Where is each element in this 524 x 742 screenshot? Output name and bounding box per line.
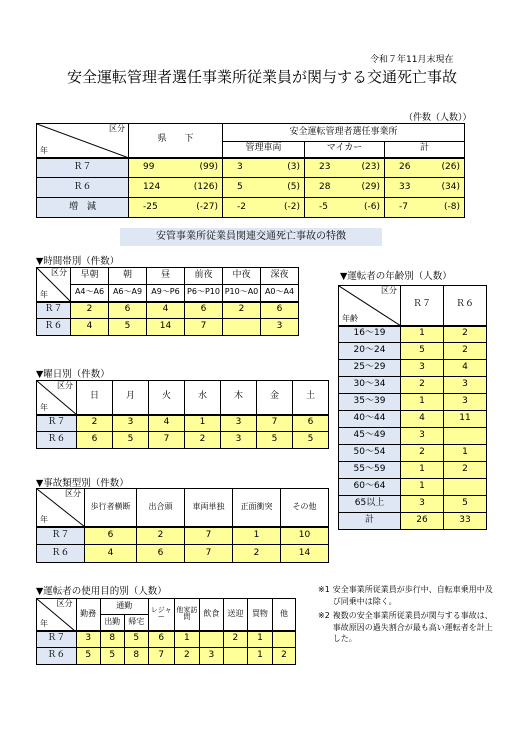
cell-value: 2	[401, 377, 444, 394]
col-header: 前夜	[185, 268, 223, 285]
cell-value: 6	[109, 302, 147, 319]
cell-value: -7	[399, 201, 408, 212]
cell-value: 1	[185, 415, 221, 432]
table-row	[339, 428, 487, 445]
row-label: Ｒ７	[37, 302, 71, 319]
col-header: 木	[221, 381, 257, 415]
time-corner-cell	[37, 268, 71, 302]
cell-value: 5	[100, 648, 124, 665]
age-heading: ▼運転者の年齢別（人数）	[340, 271, 452, 282]
col-header-kaimono: 買物	[247, 599, 272, 631]
table-row	[339, 479, 487, 496]
cell-value	[199, 631, 223, 648]
corner-label-age: 年齢	[342, 313, 358, 323]
summary-table	[36, 123, 465, 218]
page-title: 安全運転管理者選任事業所従業員が関与する交通死亡事故	[66, 68, 457, 86]
table-row	[37, 545, 329, 563]
col-header: 昼	[147, 268, 185, 285]
col-header-kinmu: 勤務	[76, 599, 100, 631]
col-range: P6～P10	[185, 285, 223, 302]
accident-corner-cell	[37, 489, 85, 527]
cell-paren: (-2)	[284, 201, 300, 212]
row-label: 20～24	[339, 343, 401, 360]
cell-value: 5	[113, 432, 149, 449]
table-row	[37, 648, 296, 665]
row-label: 25～29	[339, 360, 401, 377]
cell-value: 4	[71, 319, 109, 336]
table-row	[37, 302, 299, 319]
cell-value: 6	[85, 527, 137, 545]
footnote-text: 安全事業所従業員が歩行中、自転車乗用中及び同乗中は除く。	[332, 585, 493, 606]
cell-value: 1	[233, 527, 281, 545]
cell-value: -2	[237, 201, 246, 212]
corner-label-kubun: 区分	[51, 268, 67, 277]
footnote-text: 複数の安全事業所従業員が関与する事故は、事故原因の過失割合が最も高い運転者を計上した。	[332, 611, 493, 644]
table-row	[37, 415, 329, 432]
cell-value: 4	[401, 411, 444, 428]
corner-label-kubun: 区分	[56, 599, 73, 608]
cell-value: 7	[185, 319, 223, 336]
cell-paren: (3)	[287, 161, 300, 172]
cell-value: 1	[401, 479, 444, 496]
time-table	[36, 267, 299, 336]
footnote-1	[318, 584, 498, 607]
cell-value: 14	[281, 545, 329, 563]
cell-value: 2	[444, 462, 487, 479]
row-label: Ｒ７	[37, 415, 77, 432]
cell-value: 4	[149, 415, 185, 432]
cell-value: 5	[109, 319, 147, 336]
table-row	[339, 411, 487, 428]
cell-value: 6	[137, 545, 185, 563]
cell-value	[444, 428, 487, 445]
table-row	[37, 432, 329, 449]
table-row	[339, 343, 487, 360]
cell-value: 3	[221, 432, 257, 449]
unit-note: （件数（人数））	[404, 113, 472, 123]
row-label: 60～64	[339, 479, 401, 496]
cell-paren: (29)	[361, 181, 380, 192]
row-label: 45～49	[339, 428, 401, 445]
cell-value: -25	[143, 201, 158, 212]
col-header: 出合頭	[137, 489, 185, 527]
date-note: 令和７年11月末現在	[370, 55, 454, 65]
corner-label-kubun: 区分	[381, 286, 397, 295]
cell-value: 1	[247, 631, 272, 648]
cell-value: 3	[261, 319, 299, 336]
cell-value: 33	[399, 181, 411, 192]
cell-value: 5	[444, 496, 487, 513]
cell-value: 6	[293, 415, 329, 432]
cell-value: 28	[319, 181, 331, 192]
cell-value: 2	[77, 415, 113, 432]
row-label: Ｒ６	[37, 319, 71, 336]
col-header-r6: Ｒ６	[444, 286, 487, 326]
weekday-corner-cell	[37, 381, 77, 415]
row-label: 30～34	[339, 377, 401, 394]
table-row	[37, 527, 329, 545]
cell-paren: (5)	[287, 181, 300, 192]
row-label: Ｒ７	[37, 527, 85, 545]
cell-paren: (126)	[193, 181, 218, 192]
table-row	[339, 445, 487, 462]
col-header: その他	[281, 489, 329, 527]
table-row	[339, 462, 487, 479]
cell-value: 6	[77, 432, 113, 449]
row-label: 増 減	[37, 198, 129, 218]
cell-value: 3	[401, 428, 444, 445]
corner-label-kubun: 区分	[109, 124, 125, 133]
cell-value: 2	[444, 343, 487, 360]
col-header-mycar: マイカー	[305, 142, 385, 158]
purpose-table	[36, 598, 296, 665]
col-range: A4～A6	[71, 285, 109, 302]
cell-value: 5	[76, 648, 100, 665]
cell-value: 5	[257, 432, 293, 449]
cell-paren: (26)	[441, 161, 461, 172]
row-label: Ｒ６	[37, 432, 77, 449]
corner-label-kubun: 区分	[57, 381, 73, 390]
table-row	[339, 360, 487, 377]
summary-row-r6	[37, 178, 465, 198]
col-header: 土	[293, 381, 329, 415]
row-label: 35～39	[339, 394, 401, 411]
row-label: Ｒ６	[37, 178, 129, 198]
cell-value: 2	[223, 631, 247, 648]
col-header: 車両単独	[185, 489, 233, 527]
col-header: 正面衝突	[233, 489, 281, 527]
row-label: Ｒ６	[37, 545, 85, 563]
col-header-group: 安全運転管理者選任事業所	[223, 124, 465, 142]
cell-paren: (-27)	[196, 201, 218, 212]
col-header: 歩行者横断	[85, 489, 137, 527]
corner-label-year: 年	[40, 289, 48, 299]
cell-value: 2	[223, 302, 261, 319]
purpose-heading: ▼運転者の使用目的別（人数）	[36, 586, 167, 597]
accident-type-heading: ▼事故類型別（件数）	[36, 478, 129, 489]
cell-value: 5	[293, 432, 329, 449]
row-label: 計	[339, 513, 401, 530]
row-label: 65以上	[339, 496, 401, 513]
cell-value: 2	[272, 648, 295, 665]
cell-value: 3	[401, 360, 444, 377]
cell-value: 3	[444, 377, 487, 394]
cell-value: -5	[319, 201, 328, 212]
corner-label-year: 年	[40, 402, 48, 412]
cell-value: 5	[124, 631, 148, 648]
cell-value: 1	[444, 445, 487, 462]
footnote-2	[318, 610, 498, 645]
cell-value: 4	[444, 360, 487, 377]
corner-label-year: 年	[40, 618, 48, 628]
cell-value: 6	[261, 302, 299, 319]
cell-value	[272, 631, 295, 648]
cell-value: 2	[233, 545, 281, 563]
accident-type-table	[36, 488, 329, 563]
cell-value: 1	[401, 326, 444, 343]
cell-value	[444, 479, 487, 496]
col-header-kanri: 管理車両	[223, 142, 305, 158]
corner-label-kubun: 区分	[65, 489, 81, 498]
row-label: 55～59	[339, 462, 401, 479]
cell-value: 3	[401, 496, 444, 513]
cell-value: 23	[319, 161, 331, 172]
cell-value: 26	[401, 513, 444, 530]
col-header: 朝	[109, 268, 147, 285]
cell-value: 3	[113, 415, 149, 432]
cell-value: 10	[281, 527, 329, 545]
table-row	[339, 496, 487, 513]
cell-value: 2	[401, 445, 444, 462]
footnote-mark: ※1	[318, 585, 330, 594]
col-header: 深夜	[261, 268, 299, 285]
cell-value: 4	[85, 545, 137, 563]
col-header: 金	[257, 381, 293, 415]
col-header: 水	[185, 381, 221, 415]
cell-value: 5	[401, 343, 444, 360]
cell-value: 3	[237, 161, 243, 172]
cell-value: 11	[444, 411, 487, 428]
col-header-shukkin: 出勤	[100, 615, 124, 631]
cell-paren: (-8)	[444, 201, 461, 212]
summary-row-diff	[37, 198, 465, 218]
cell-value: 1	[247, 648, 272, 665]
cell-value: 4	[147, 302, 185, 319]
col-range: A9～P6	[147, 285, 185, 302]
cell-value: 7	[185, 527, 233, 545]
table-row	[339, 326, 487, 343]
col-header: 日	[77, 381, 113, 415]
time-heading: ▼時間帯別（件数）	[36, 256, 120, 267]
cell-value: 2	[137, 527, 185, 545]
cell-value	[223, 319, 261, 336]
col-header: 火	[149, 381, 185, 415]
row-label: 16～19	[339, 326, 401, 343]
cell-value: 2	[71, 302, 109, 319]
table-row	[37, 631, 296, 648]
table-row	[37, 319, 299, 336]
cell-value: 3	[199, 648, 223, 665]
col-range: A6～A9	[109, 285, 147, 302]
cell-value: 3	[76, 631, 100, 648]
weekday-heading: ▼曜日別（件数）	[36, 369, 110, 380]
cell-paren: (-6)	[364, 201, 380, 212]
cell-value: 7	[149, 432, 185, 449]
col-header-leisure: レジャー	[148, 599, 174, 631]
cell-value: 26	[399, 161, 411, 172]
cell-paren: (34)	[441, 181, 461, 192]
col-header-inshoku: 飲食	[199, 599, 223, 631]
cell-value: 7	[185, 545, 233, 563]
col-header-kitaku: 帰宅	[124, 615, 148, 631]
age-table	[338, 285, 487, 530]
weekday-table	[36, 380, 329, 449]
cell-value: 99	[143, 161, 155, 172]
row-label: 40～44	[339, 411, 401, 428]
cell-value: 14	[147, 319, 185, 336]
cell-value: 33	[444, 513, 487, 530]
cell-paren: (23)	[361, 161, 380, 172]
table-row	[339, 377, 487, 394]
cell-value: 1	[174, 631, 199, 648]
cell-value: 3	[444, 394, 487, 411]
col-header-tsukin: 通勤	[100, 599, 148, 615]
corner-label-year: 年	[40, 145, 48, 155]
cell-value: 6	[148, 631, 174, 648]
row-label: 50～54	[339, 445, 401, 462]
cell-value: 1	[401, 394, 444, 411]
col-range: P10～A0	[223, 285, 261, 302]
cell-value: 3	[221, 415, 257, 432]
row-label: Ｒ７	[37, 631, 77, 648]
col-header: 早朝	[71, 268, 109, 285]
cell-value: 2	[174, 648, 199, 665]
col-header-tasha: 他家訪問	[174, 599, 199, 631]
cell-value: 1	[401, 462, 444, 479]
row-label: Ｒ７	[37, 158, 129, 178]
table-row	[339, 394, 487, 411]
col-range: A0～A4	[261, 285, 299, 302]
purpose-corner-cell	[37, 599, 77, 631]
cell-paren: (99)	[199, 161, 218, 172]
col-header: 月	[113, 381, 149, 415]
footnotes	[318, 584, 498, 645]
cell-value: 7	[148, 648, 174, 665]
summary-corner-cell	[37, 124, 129, 158]
col-header-sogei: 送迎	[223, 599, 247, 631]
col-header-r7: Ｒ７	[401, 286, 444, 326]
footnote-mark: ※2	[318, 611, 330, 621]
row-label: Ｒ６	[37, 648, 77, 665]
col-header-total: 計	[385, 142, 465, 158]
age-corner-cell	[339, 286, 401, 326]
cell-value	[223, 648, 247, 665]
col-header: 中夜	[223, 268, 261, 285]
cell-value: 5	[237, 181, 243, 192]
features-banner: 安管事業所従業員関連交通死亡事故の特徴	[120, 228, 382, 246]
cell-value: 8	[124, 648, 148, 665]
col-header-other: 他	[272, 599, 295, 631]
corner-label-year: 年	[40, 514, 48, 524]
cell-value: 2	[185, 432, 221, 449]
summary-row-r7	[37, 158, 465, 178]
cell-value: 8	[100, 631, 124, 648]
col-header-pref: 県 下	[129, 124, 223, 158]
cell-value: 6	[185, 302, 223, 319]
cell-value: 7	[257, 415, 293, 432]
cell-value: 124	[143, 181, 161, 192]
table-row-total	[339, 513, 487, 530]
cell-value: 2	[444, 326, 487, 343]
